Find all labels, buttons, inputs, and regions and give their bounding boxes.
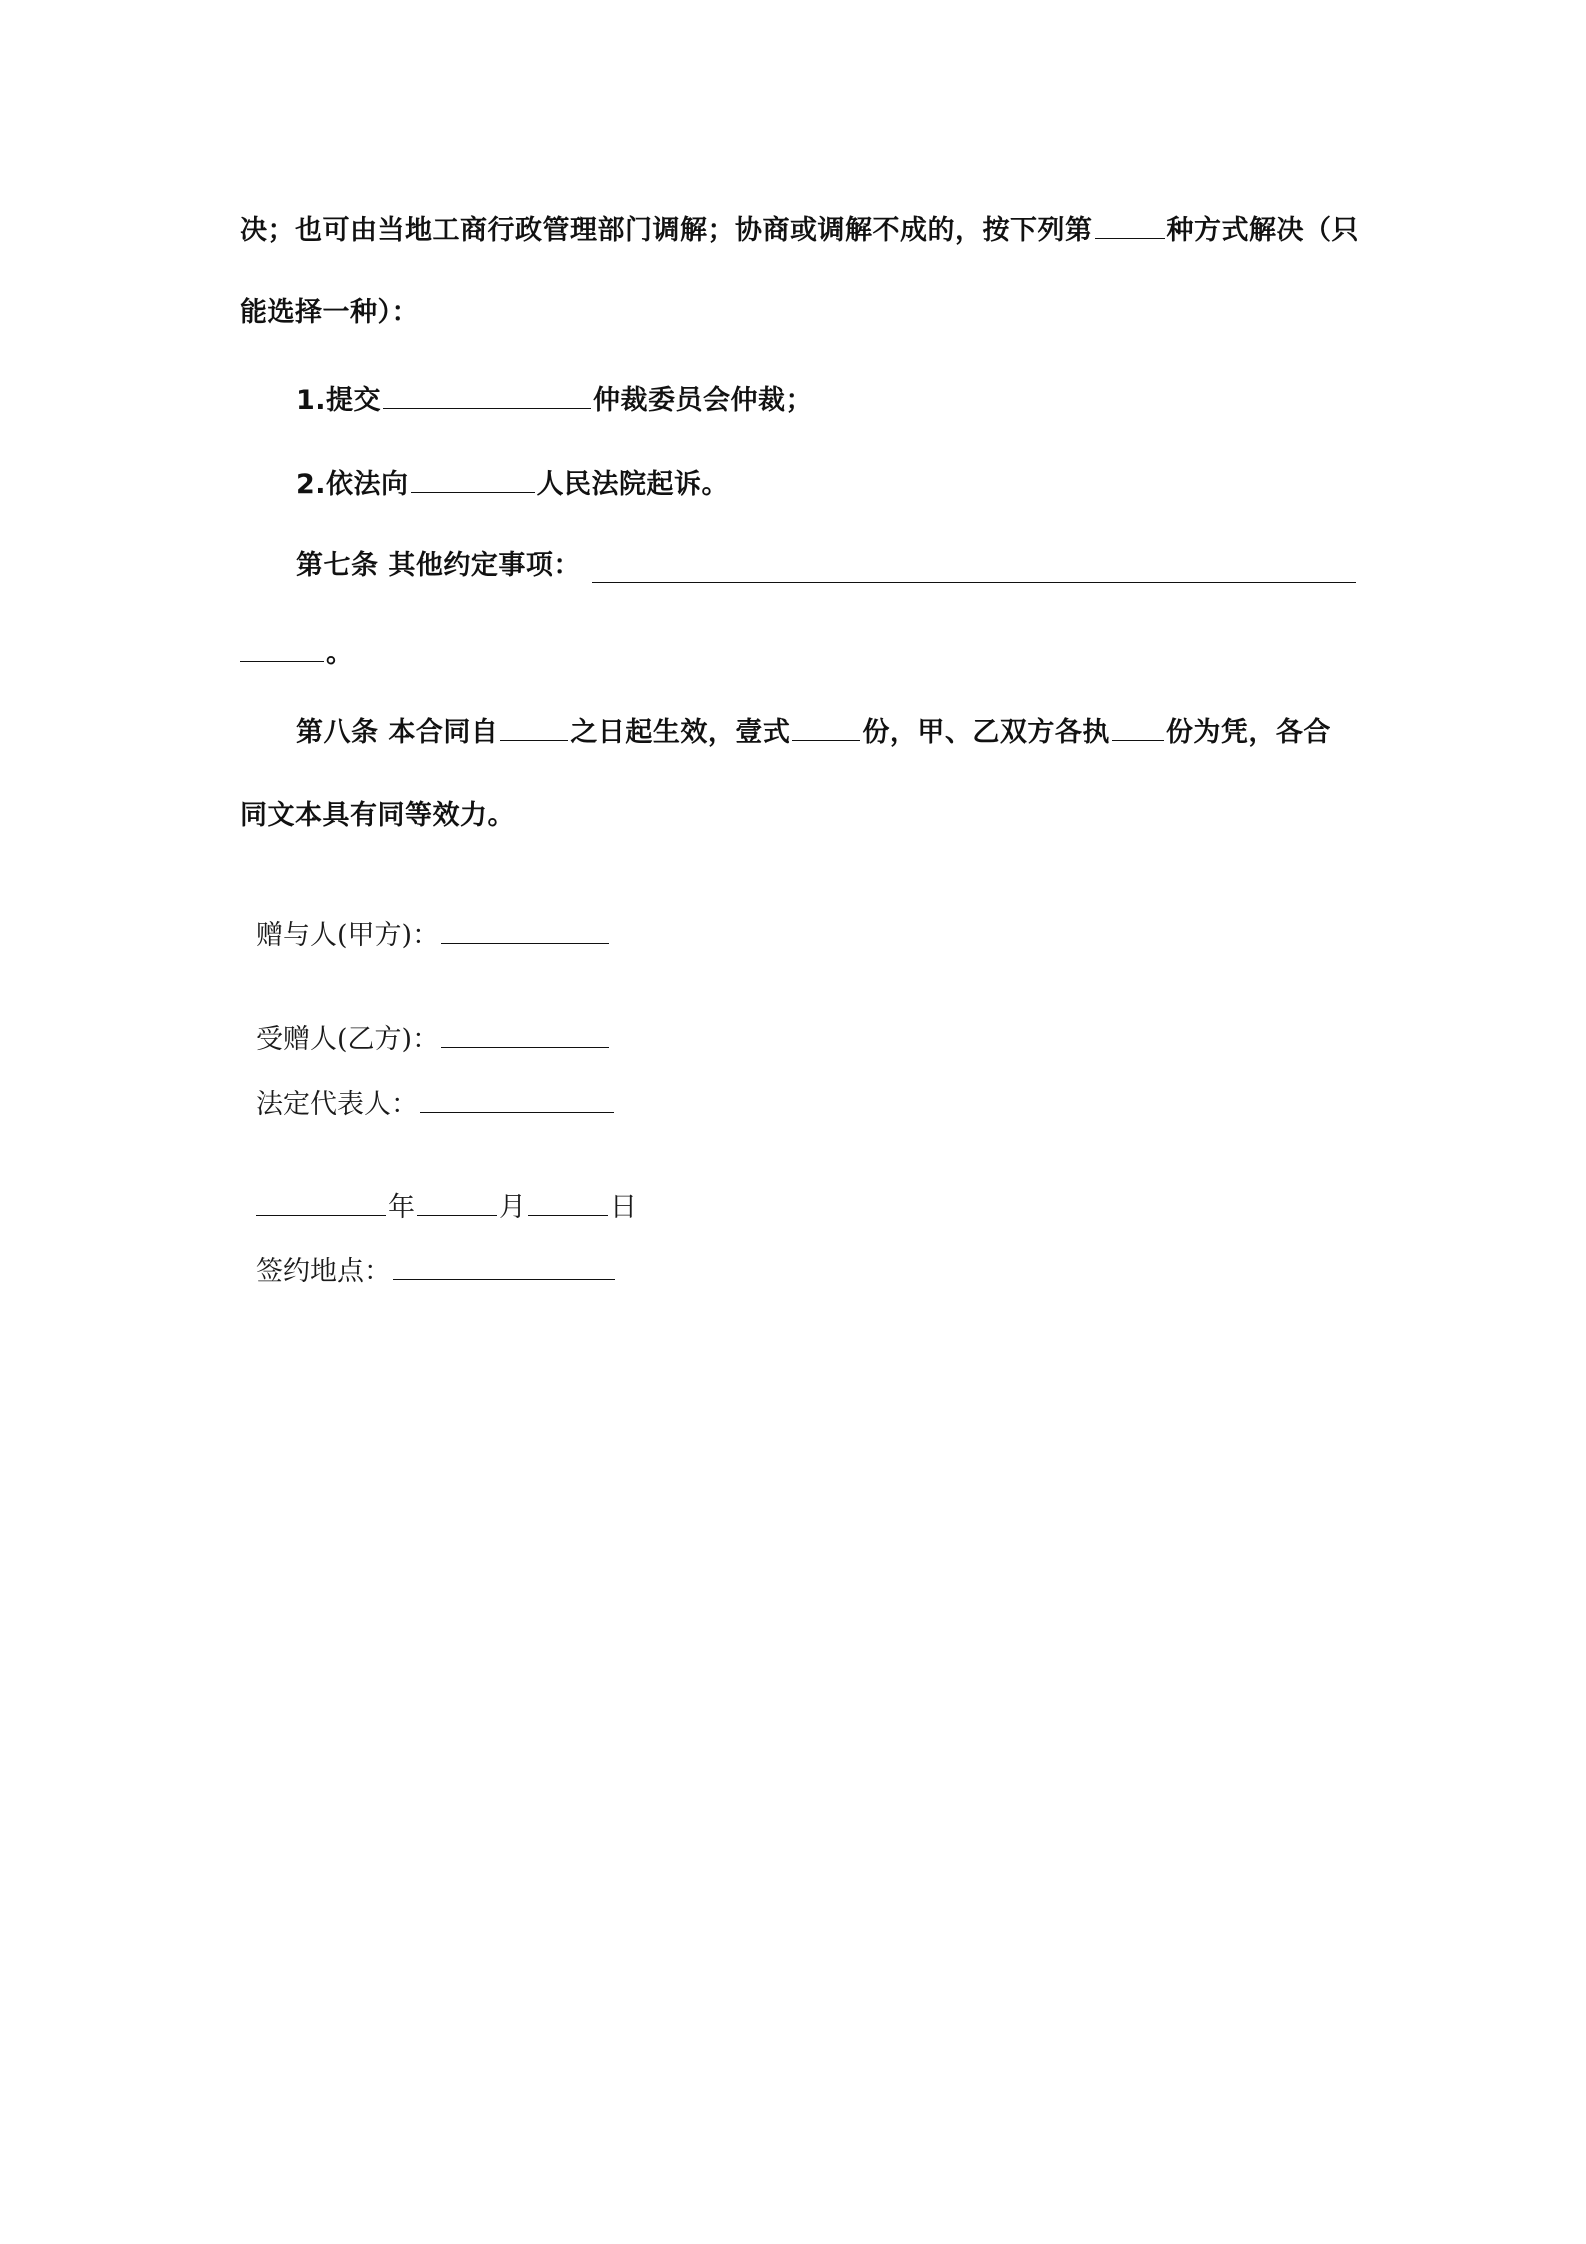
method-number-blank[interactable] [1095,212,1165,239]
year-blank[interactable] [256,1189,386,1216]
article-7-line-2 [240,635,354,672]
dispute-text-before-blank: 决；也可由当地工商行政管理部门调解；协商或调解不成的，按下列第 [240,215,1093,246]
court-blank[interactable] [411,466,535,493]
article-8-text-2: 之日起生效，壹式 [570,717,791,748]
option-arbitration [296,382,813,419]
place-label: 签约地点： [256,1256,391,1287]
donee-signature-line [256,1021,611,1058]
legal-rep-signature-blank[interactable] [420,1086,614,1113]
other-matters-blank-continued[interactable] [240,635,324,662]
article-8-heading: 第八条 [296,717,379,748]
article-8-line-2 [240,798,515,834]
donor-label: 赠与人(甲方)： [256,920,440,951]
donee-label: 受赠人(乙方)： [256,1024,440,1055]
article-8-line-2-text: 同文本具有同等效力。 [240,800,515,831]
legal-rep-label: 法定代表人： [256,1089,418,1120]
option-2-prefix: 2.依法向 [296,469,409,500]
option-1-prefix: 1.提交 [296,385,382,416]
year-label: 年 [388,1192,415,1223]
copies-total-blank[interactable] [792,714,860,741]
day-label: 日 [610,1192,637,1223]
month-blank[interactable] [417,1189,497,1216]
signing-place-line [256,1253,617,1290]
other-matters-blank[interactable] [592,582,1356,583]
effective-condition-blank[interactable] [500,714,568,741]
donee-signature-blank[interactable] [441,1021,609,1048]
dispute-paragraph-line-2 [240,295,419,331]
article-8-text-4: 份为凭，各合 [1165,717,1331,748]
article-8-text-1: 本合同自 [388,717,499,748]
legal-rep-signature-line [256,1086,616,1123]
copies-each-blank[interactable] [1112,714,1164,741]
month-label: 月 [499,1192,526,1223]
dispute-paragraph-line-1 [240,212,1359,249]
article-7 [296,548,581,584]
article-7-heading: 第七条 [296,550,379,581]
option-lawsuit [296,466,729,503]
option-1-suffix: 仲裁委员会仲裁； [593,385,814,416]
arbitration-committee-blank[interactable] [383,382,591,409]
article-7-text: 其他约定事项： [388,550,581,581]
choose-one-text: 能选择一种）： [240,297,419,328]
signing-place-blank[interactable] [393,1253,615,1280]
signing-date-line [256,1189,637,1226]
article-8-text-3: 份，甲、乙双方各执 [862,717,1110,748]
article-8-line-1 [296,714,1331,751]
donor-signature-line [256,917,611,954]
donor-signature-blank[interactable] [441,917,609,944]
article-7-end: 。 [326,638,354,669]
day-blank[interactable] [528,1189,608,1216]
dispute-text-after-blank: 种方式解决（只 [1166,215,1359,246]
option-2-suffix: 人民法院起诉。 [536,469,730,500]
